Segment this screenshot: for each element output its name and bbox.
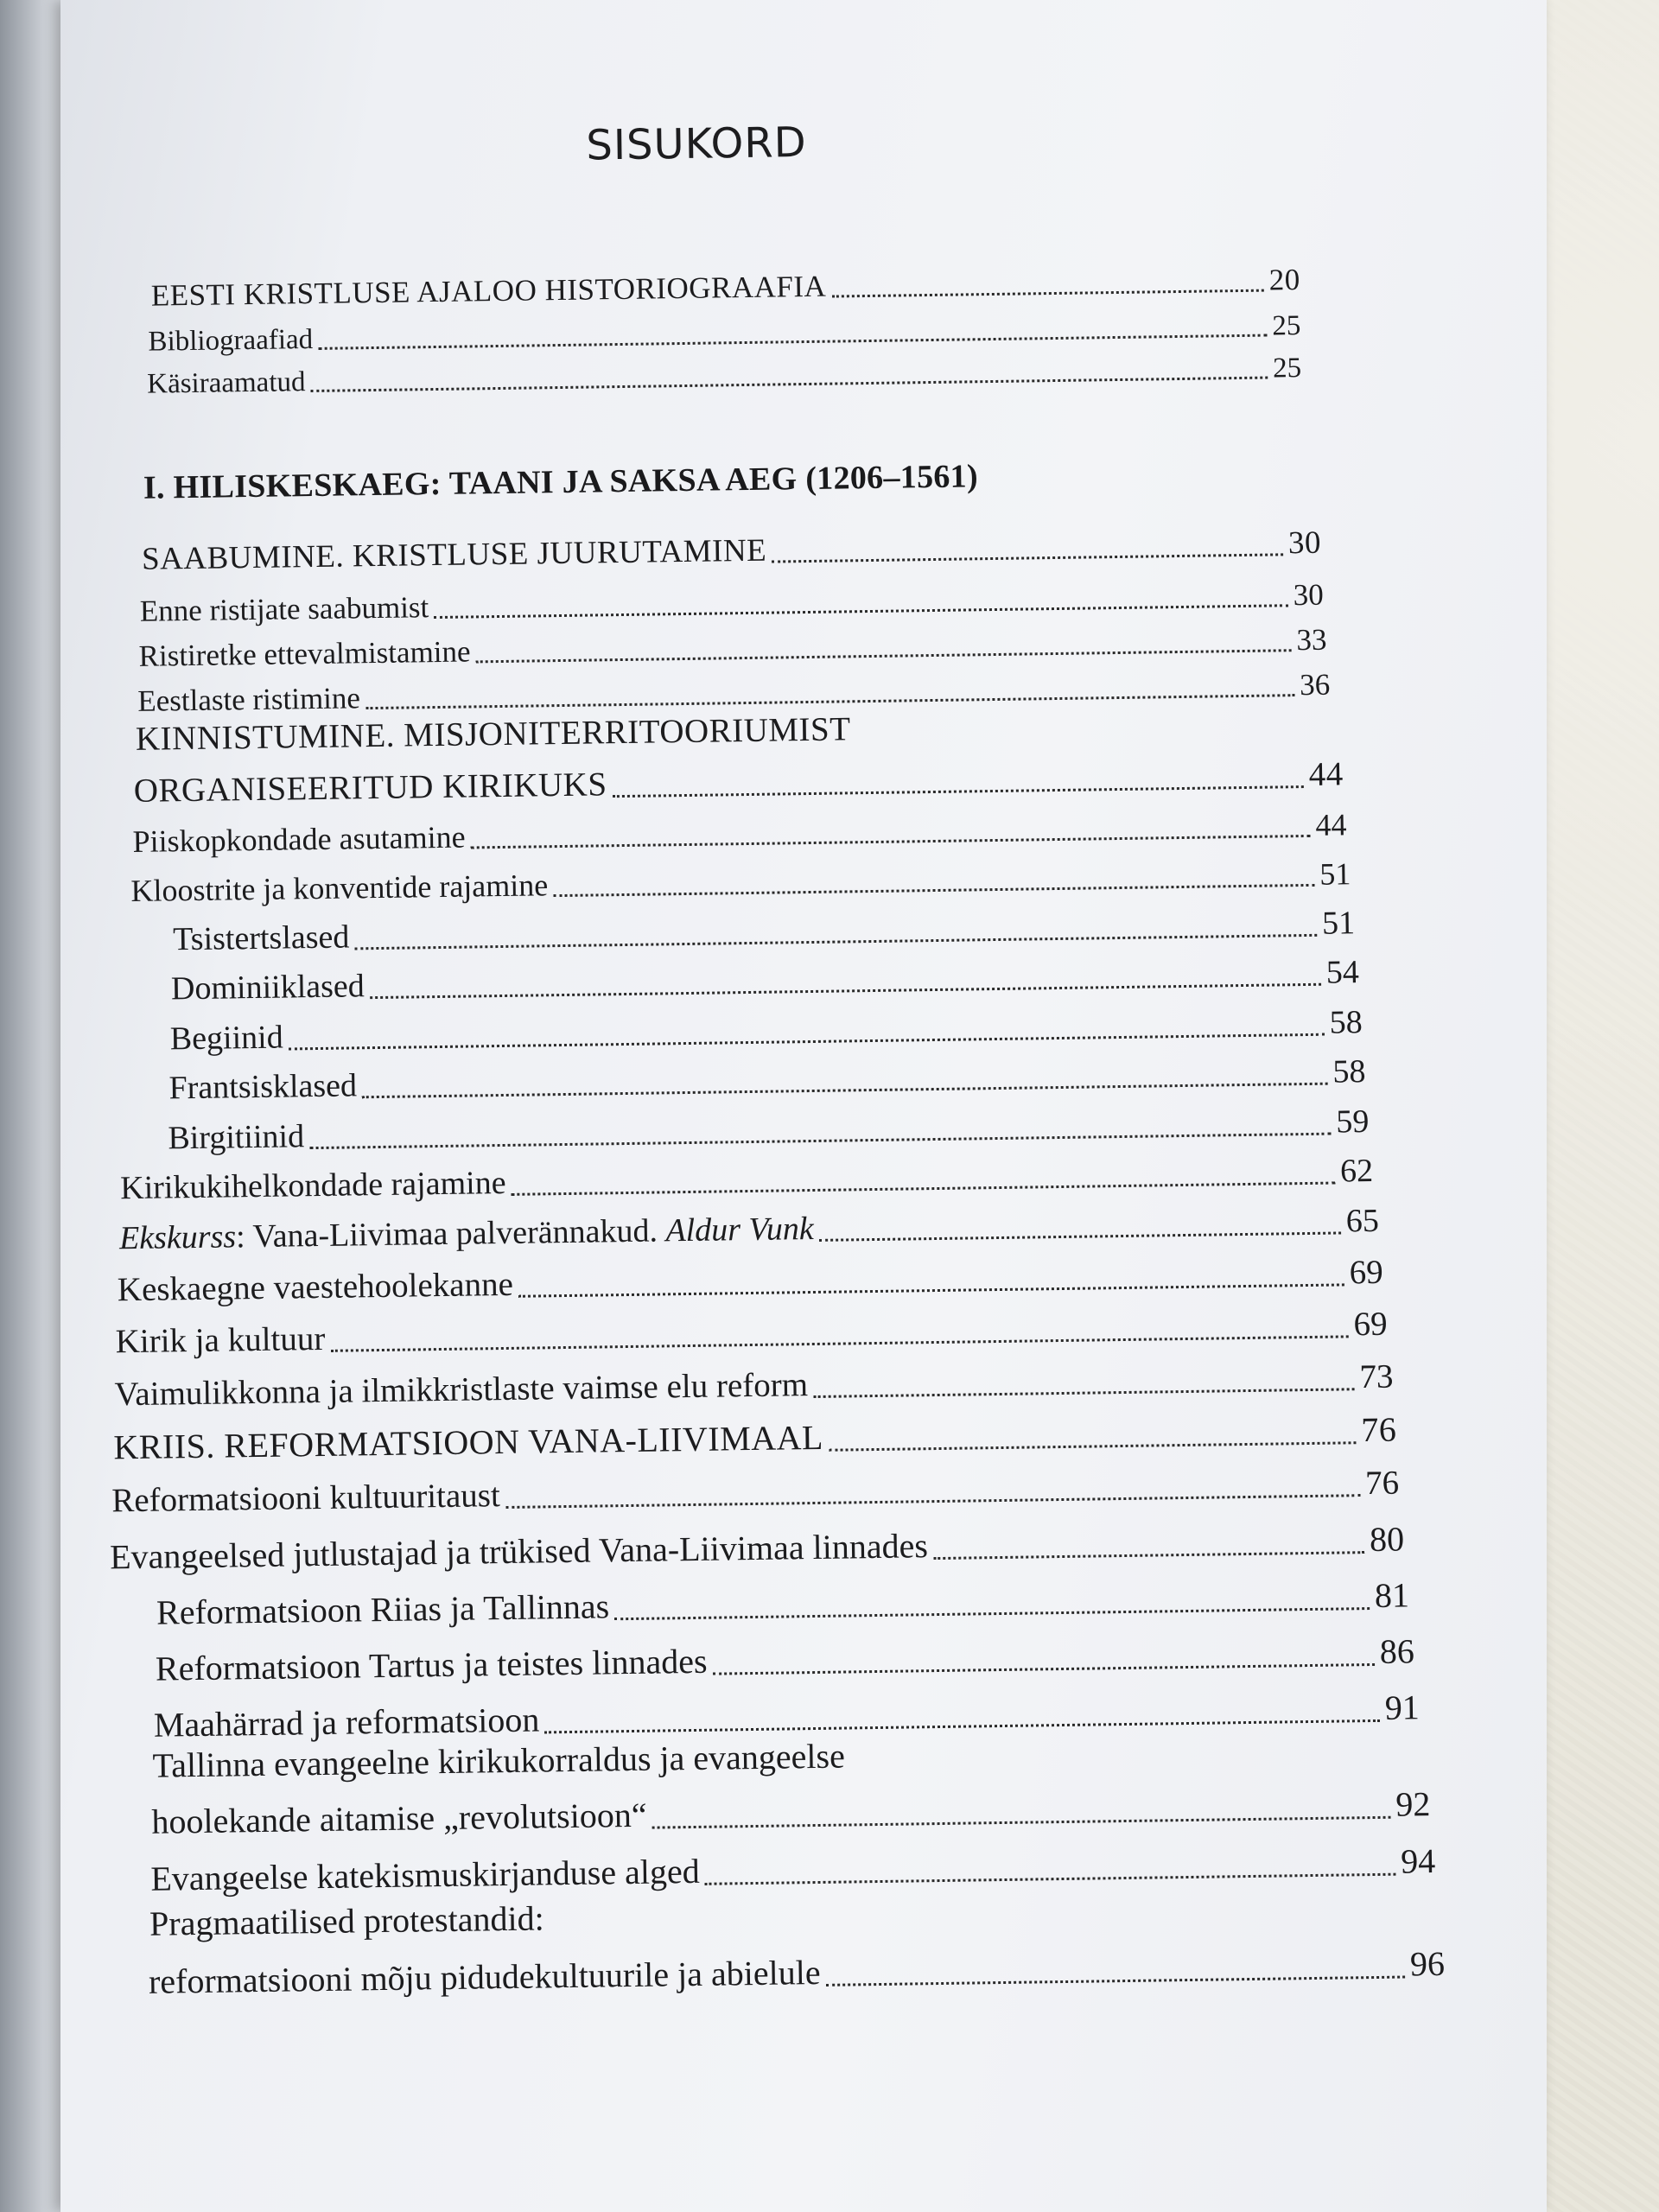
excursus-label: Ekskurss <box>118 1218 237 1257</box>
toc-entry <box>138 623 1326 674</box>
dot-leader <box>512 1182 1336 1196</box>
toc-entry <box>110 1518 1405 1577</box>
toc-page-number: 69 <box>1353 1305 1388 1344</box>
toc-page-number: 58 <box>1329 1004 1363 1041</box>
toc-entry <box>130 855 1351 909</box>
toc-page-number: 91 <box>1384 1688 1421 1727</box>
dot-leader <box>933 1551 1364 1560</box>
toc-entry <box>173 904 1355 958</box>
toc-page-number: 54 <box>1325 954 1360 991</box>
dot-leader <box>471 835 1311 849</box>
toc-entry-label: Reformatsiooni kultuuritaust <box>111 1477 501 1520</box>
excursus-title: : Vana-Liivimaa palverännakud. <box>235 1212 666 1255</box>
toc-entry-label <box>119 1210 814 1257</box>
toc-entry <box>115 1305 1387 1362</box>
toc-entry-label: Keskaegne vaestehoolekanne <box>117 1265 514 1309</box>
dot-leader <box>829 1441 1356 1452</box>
dot-leader <box>705 1873 1396 1885</box>
toc-page-number: 30 <box>1287 524 1322 562</box>
toc-entry <box>113 1409 1397 1468</box>
toc-page-number: 69 <box>1349 1253 1384 1292</box>
toc-entry <box>120 1152 1373 1207</box>
toc-page-number: 86 <box>1379 1631 1415 1671</box>
dot-leader <box>614 1607 1370 1620</box>
toc-entry <box>149 1943 1446 2002</box>
toc-page-number: 76 <box>1364 1464 1400 1503</box>
toc-entry-label: KRIIS. REFORMATSIOON VANA-LIIVIMAAL <box>113 1417 824 1467</box>
toc-entry <box>133 754 1343 810</box>
toc-entry-label-line1: Tallinna evangeelne kirikukorraldus ja evangeelse <box>152 1736 846 1785</box>
toc-entry-label: Begiinid <box>169 1019 283 1058</box>
toc-entry-label: Kloostrite ja konventide rajamine <box>130 868 549 908</box>
toc-entry <box>148 310 1300 359</box>
toc-page-number: 30 <box>1293 577 1325 613</box>
dot-leader <box>505 1494 1360 1509</box>
toc-entry-label: Maahärrad ja reformatsioon <box>153 1700 540 1745</box>
toc-page-number: 44 <box>1308 755 1344 793</box>
dot-leader <box>652 1816 1391 1829</box>
dot-leader <box>355 934 1318 950</box>
toc-entry-label: Piiskopkondade asutamine <box>132 819 466 859</box>
toc-page-number: 65 <box>1345 1202 1380 1240</box>
toc-entry-label: Kirikukihelkondade rajamine <box>119 1164 506 1207</box>
toc-entry-label: Evangeelse katekismuskirjanduse alged <box>150 1851 700 1898</box>
dot-leader <box>813 1388 1354 1398</box>
toc-page-number: 25 <box>1272 353 1302 385</box>
toc-entry-label: Kirik ja kultuur <box>115 1319 326 1361</box>
toc-entry <box>168 1052 1365 1107</box>
toc-page-number: 80 <box>1369 1519 1405 1560</box>
dot-leader <box>613 785 1304 798</box>
toc-entry <box>169 1003 1362 1058</box>
dot-leader <box>330 1335 1348 1351</box>
toc-entry-label-line1: KINNISTUMINE. MISJONITERRITOORIUMIST <box>135 710 851 758</box>
dot-leader <box>362 1083 1327 1099</box>
toc-entry-label: Frantsisklased <box>168 1067 358 1107</box>
toc-page-number: 96 <box>1409 1943 1446 1984</box>
dot-leader <box>318 334 1267 350</box>
toc-entry <box>118 1253 1383 1309</box>
dot-leader <box>476 649 1292 663</box>
toc-entry-label: Evangeelsed jutlustajad ja trükised Vana-Liivimaa linnades <box>109 1526 929 1577</box>
toc-entry-label: Ristiretke ettevalmistamine <box>138 634 471 673</box>
toc-entry-label: Birgitiinid <box>168 1118 305 1157</box>
dot-leader <box>434 604 1288 619</box>
toc-entry <box>147 353 1301 401</box>
dot-leader <box>370 983 1321 999</box>
toc-page-number: 73 <box>1359 1357 1394 1396</box>
toc-entry <box>111 1464 1399 1521</box>
toc-page-number: 33 <box>1296 622 1327 658</box>
toc-entry <box>156 1574 1410 1632</box>
dot-leader <box>518 1283 1344 1297</box>
toc-entry <box>114 1357 1393 1414</box>
excursus-author: Aldur Vunk <box>665 1210 815 1249</box>
toc-page-number: 81 <box>1374 1575 1410 1615</box>
toc-entry-label: reformatsiooni mõju pidudekultuurile ja abielule <box>148 1952 821 2001</box>
toc-entry-label-line1: Pragmaatilised protestandid: <box>149 1898 544 1943</box>
dot-leader <box>553 884 1314 897</box>
toc-page-number: 20 <box>1268 263 1300 297</box>
toc-entry <box>171 953 1359 1007</box>
dot-leader <box>311 377 1268 392</box>
toc-entry-label: Dominiiklased <box>170 968 365 1007</box>
toc-entry <box>119 1202 1379 1257</box>
page-title: SISUKORD <box>586 118 807 170</box>
toc-entry <box>132 806 1346 860</box>
toc-entry-label: Reformatsioon Tartus ja teistes linnades <box>155 1641 708 1688</box>
toc-page-number: 92 <box>1395 1784 1431 1824</box>
toc-entry-label: EESTI KRISTLUSE AJALOO HISTORIOGRAAFIA <box>150 269 827 313</box>
dot-leader <box>365 694 1294 709</box>
chapter-heading: I. HILISKESKAEG: TAANI JA SAKSA AEG (1206–1561) <box>143 458 979 506</box>
toc-page-number: 44 <box>1315 807 1347 842</box>
dot-leader <box>826 1976 1405 1986</box>
toc-page-number: 51 <box>1319 856 1351 892</box>
dot-leader <box>545 1719 1380 1733</box>
toc-entry <box>142 524 1321 578</box>
dot-leader <box>289 1033 1325 1051</box>
dot-leader <box>819 1231 1341 1241</box>
toc-entry-label: Reformatsioon Riias ja Tallinnas <box>156 1586 610 1632</box>
dot-leader <box>309 1133 1331 1150</box>
dot-leader <box>831 289 1263 298</box>
toc-entry-label: ORGANISEERITUD KIRIKUKS <box>133 766 607 810</box>
toc-entry <box>150 1840 1436 1899</box>
toc-entry-label: Enne ristijate saabumist <box>139 590 429 628</box>
dot-leader <box>713 1663 1375 1675</box>
toc-page-number: 51 <box>1321 905 1356 942</box>
toc-entry-label: hoolekande aitamise „revolutsioon“ <box>151 1795 647 1841</box>
toc-page-number: 59 <box>1335 1103 1370 1141</box>
toc-page-number: 76 <box>1360 1409 1397 1450</box>
toc-entry <box>151 263 1300 314</box>
toc-entry <box>156 1630 1415 1688</box>
toc-entry <box>168 1103 1369 1157</box>
toc-page-number: 58 <box>1332 1053 1366 1090</box>
toc-entry-label: Tsistertslased <box>172 918 350 958</box>
toc-entry-label: Vaimulikkonna ja ilmikkristlaste vaimse elu reform <box>114 1366 809 1414</box>
toc-page-number: 25 <box>1272 310 1301 342</box>
toc-page-number: 62 <box>1339 1152 1374 1190</box>
toc-entry <box>140 578 1324 629</box>
toc-entry-label: Eestlaste ristimine <box>137 681 361 718</box>
toc-entry-label: Bibliograafiad <box>148 323 314 358</box>
toc-entry-label: Käsiraamatud <box>146 366 306 400</box>
toc-page-number: 36 <box>1299 667 1331 702</box>
toc-page-number: 94 <box>1400 1841 1436 1881</box>
toc-entry <box>151 1783 1431 1842</box>
toc-entry-label: SAABUMINE. KRISTLUSE JUURUTAMINE <box>141 532 767 577</box>
dot-leader <box>772 553 1283 563</box>
